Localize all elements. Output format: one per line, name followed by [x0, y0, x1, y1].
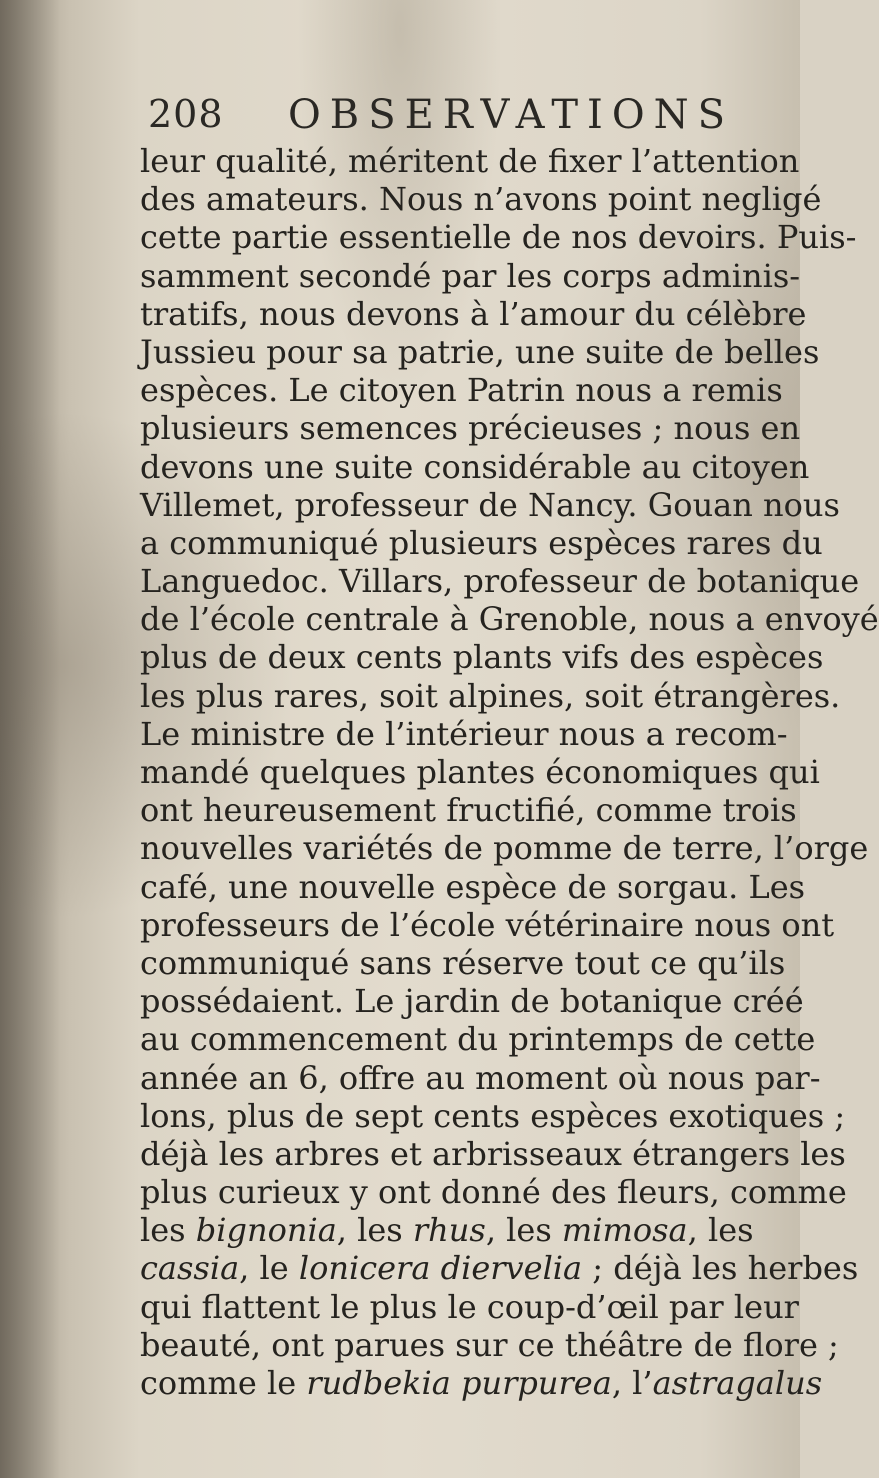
italic-term: cassia	[140, 1249, 240, 1288]
text-run: ; déjà les herbes	[582, 1249, 859, 1288]
italic-term: bignonia	[195, 1211, 337, 1250]
text-line	[140, 447, 810, 486]
text-line	[140, 676, 841, 715]
text-run: a communiqué plusieurs espèces rares du	[140, 523, 823, 562]
text-line	[140, 1020, 816, 1059]
text-line	[140, 1096, 846, 1135]
text-run: espèces. Le citoyen Patrin nous a remis	[140, 371, 783, 410]
page-number: 208	[148, 92, 224, 136]
text-line	[140, 1134, 846, 1173]
text-run: nouvelles variétés de pomme de terre, l’orge	[140, 829, 869, 868]
page-gutter-shadow	[0, 0, 60, 1478]
text-run: mandé quelques plantes économiques qui	[140, 753, 820, 791]
text-line	[140, 256, 801, 295]
text-line	[140, 1287, 799, 1326]
text-line	[140, 485, 840, 524]
text-run: , l’	[611, 1364, 653, 1402]
text-line	[140, 1325, 839, 1364]
text-run: plusieurs semences précieuses ; nous en	[140, 409, 801, 448]
text-run: des amateurs. Nous n’avons point negligé	[140, 180, 822, 219]
text-line	[140, 1211, 754, 1250]
running-title: OBSERVATIONS	[288, 92, 735, 138]
text-line	[140, 982, 804, 1021]
text-line	[140, 523, 823, 562]
italic-term: rhus	[412, 1211, 486, 1250]
text-run: plus de deux cents plants vifs des espèces	[140, 638, 824, 677]
text-line	[140, 332, 820, 371]
text-run: Villemet, professeur de Nancy. Gouan nous	[140, 485, 840, 524]
italic-term: lonicera diervelia	[298, 1249, 583, 1288]
text-run: samment secondé par les corps adminis-	[140, 256, 801, 295]
text-run: , les	[336, 1211, 413, 1250]
text-run: leur qualité, méritent de fixer l’attention	[140, 142, 800, 180]
text-run: communiqué sans réserve tout ce qu’ils	[140, 943, 786, 982]
text-run: Jussieu pour sa patrie, une suite de belles	[140, 332, 820, 371]
text-line	[140, 714, 788, 753]
text-line	[140, 867, 806, 906]
text-run: au commencement du printemps de cette	[140, 1020, 816, 1059]
text-run: les plus rares, soit alpines, soit étrangères.	[140, 676, 841, 715]
text-line	[140, 371, 783, 410]
text-line	[140, 943, 786, 982]
text-line	[140, 638, 824, 677]
text-line	[140, 1058, 821, 1097]
text-run: , le	[239, 1249, 299, 1288]
text-run: devons une suite considérable au citoyen	[140, 447, 810, 486]
text-run: tratifs, nous devons à l’amour du célèbre	[140, 294, 807, 333]
italic-term: astragalus	[652, 1364, 823, 1402]
text-line	[140, 409, 801, 448]
text-run: , les	[687, 1211, 754, 1250]
text-line	[140, 294, 807, 333]
text-line	[140, 1364, 823, 1402]
text-run: année an 6, offre au moment où nous par-	[140, 1058, 821, 1097]
text-run: Languedoc. Villars, professeur de botanique	[140, 562, 860, 601]
text-line	[140, 218, 857, 257]
text-run: ont heureusement fructifié, comme trois	[140, 791, 797, 830]
text-line	[140, 142, 800, 180]
body-text	[140, 142, 879, 1402]
italic-term: rudbekia purpurea	[306, 1364, 612, 1402]
text-line	[140, 600, 879, 639]
text-run: professeurs de l’école vétérinaire nous ont	[140, 905, 835, 944]
text-line	[140, 753, 820, 791]
text-run: café, une nouvelle espèce de sorgau. Les	[140, 867, 806, 906]
text-run: qui flattent le plus le coup-d’œil par leur	[140, 1287, 799, 1326]
text-run: de l’école centrale à Grenoble, nous a envoyé	[140, 600, 879, 639]
text-run: , les	[485, 1211, 562, 1250]
text-run: lons, plus de sept cents espèces exotiques ;	[140, 1096, 846, 1135]
text-line	[140, 829, 869, 868]
text-run: comme le	[140, 1364, 307, 1402]
text-run: cette partie essentielle de nos devoirs. Puis-	[140, 218, 857, 257]
text-line	[140, 180, 822, 219]
text-run: possédaient. Le jardin de botanique créé	[140, 982, 804, 1021]
text-run: déjà les arbres et arbrisseaux étrangers les	[140, 1134, 846, 1173]
text-line	[140, 905, 835, 944]
text-line	[140, 562, 860, 601]
text-run: beauté, ont parues sur ce théâtre de flore ;	[140, 1325, 839, 1364]
text-run: plus curieux y ont donné des fleurs, comme	[140, 1173, 847, 1212]
page-header	[148, 92, 735, 138]
text-run: Le ministre de l’intérieur nous a recom-	[140, 714, 788, 753]
italic-term: mimosa	[561, 1211, 688, 1250]
text-line	[140, 791, 797, 830]
text-run: les	[140, 1211, 196, 1250]
text-line	[140, 1249, 859, 1288]
text-line	[140, 1173, 847, 1212]
